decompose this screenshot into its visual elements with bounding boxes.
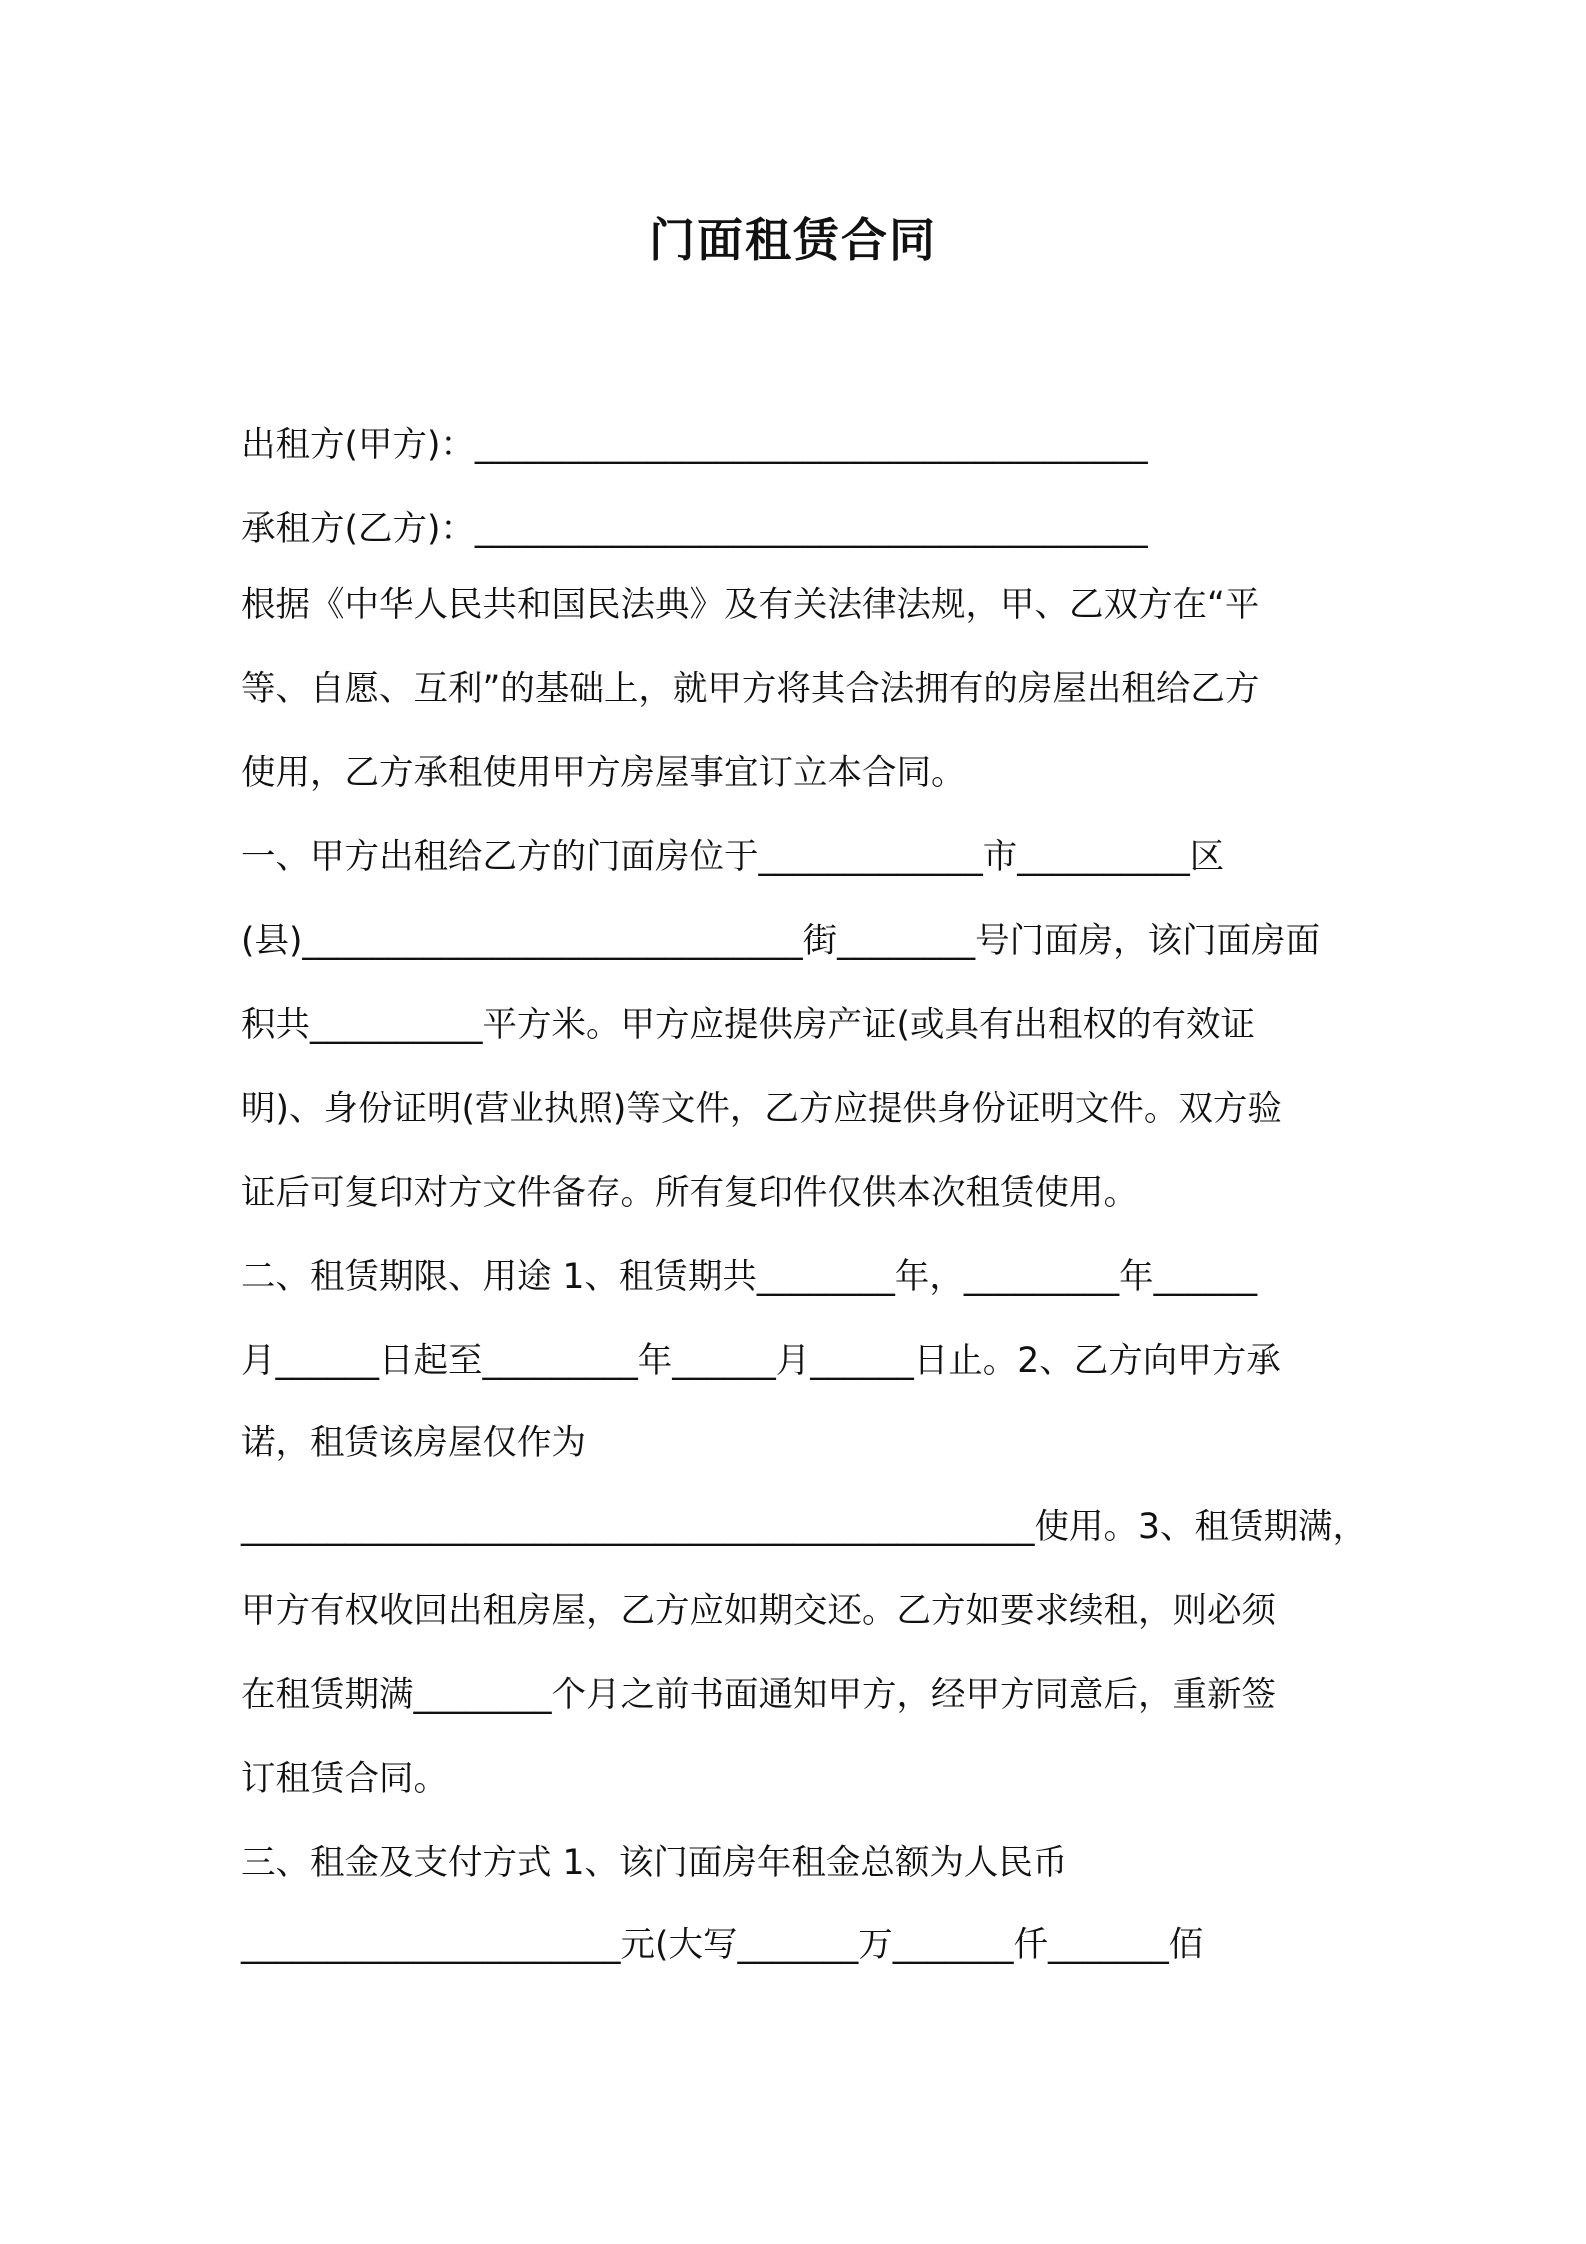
clause-2-line-3: 诺，租赁该房屋仅作为	[241, 1423, 586, 1463]
clause-2-line-7: 订租赁合同。	[241, 1759, 448, 1799]
clause-1-line-5: 证后可复印对方文件备存。所有复印件仅供本次租赁使用。	[241, 1173, 1138, 1213]
clause-2-line-4: ______________________________________________使用。3、租赁期满，	[241, 1507, 1367, 1547]
clause-2-line-6: 在租赁期满________个月之前书面通知甲方，经甲方同意后，重新签	[241, 1675, 1276, 1715]
intro-line-3: 使用，乙方承租使用甲方房屋事宜订立本合同。	[241, 753, 966, 793]
clause-1-line-3: 积共__________平方米。甲方应提供房产证(或具有出租权的有效证	[241, 1005, 1255, 1045]
clause-2-line-1: 二、租赁期限、用途 1、租赁期共________年，_________年______	[241, 1257, 1258, 1297]
clause-2-line-2: 月______日起至_________年______月______日止。2、乙方向甲方承	[241, 1341, 1281, 1381]
clause-3-line-2: ______________________元(大写_______万_______仟_______佰	[241, 1925, 1204, 1965]
clause-2-line-5: 甲方有权收回出租房屋，乙方应如期交还。乙方如要求续租，则必须	[241, 1591, 1276, 1631]
lessee-line: 承租方(乙方)：_______________________________________	[241, 509, 1148, 549]
clause-3-line-1: 三、租金及支付方式 1、该门面房年租金总额为人民币	[241, 1843, 1068, 1883]
clause-1-line-2: (县)_____________________________街________号门面房，该门面房面	[241, 921, 1321, 961]
clause-1-line-1: 一、甲方出租给乙方的门面房位于_____________市__________区	[241, 837, 1225, 877]
document-title: 门面租赁合同	[649, 213, 937, 267]
lessor-line: 出租方(甲方)：_______________________________________	[241, 425, 1148, 465]
intro-line-1: 根据《中华人民共和国民法典》及有关法律法规，甲、乙双方在“平	[241, 585, 1260, 625]
clause-1-line-4: 明)、身份证明(营业执照)等文件，乙方应提供身份证明文件。双方验	[241, 1089, 1282, 1129]
intro-line-2: 等、自愿、互利”的基础上，就甲方将其合法拥有的房屋出租给乙方	[241, 669, 1260, 709]
